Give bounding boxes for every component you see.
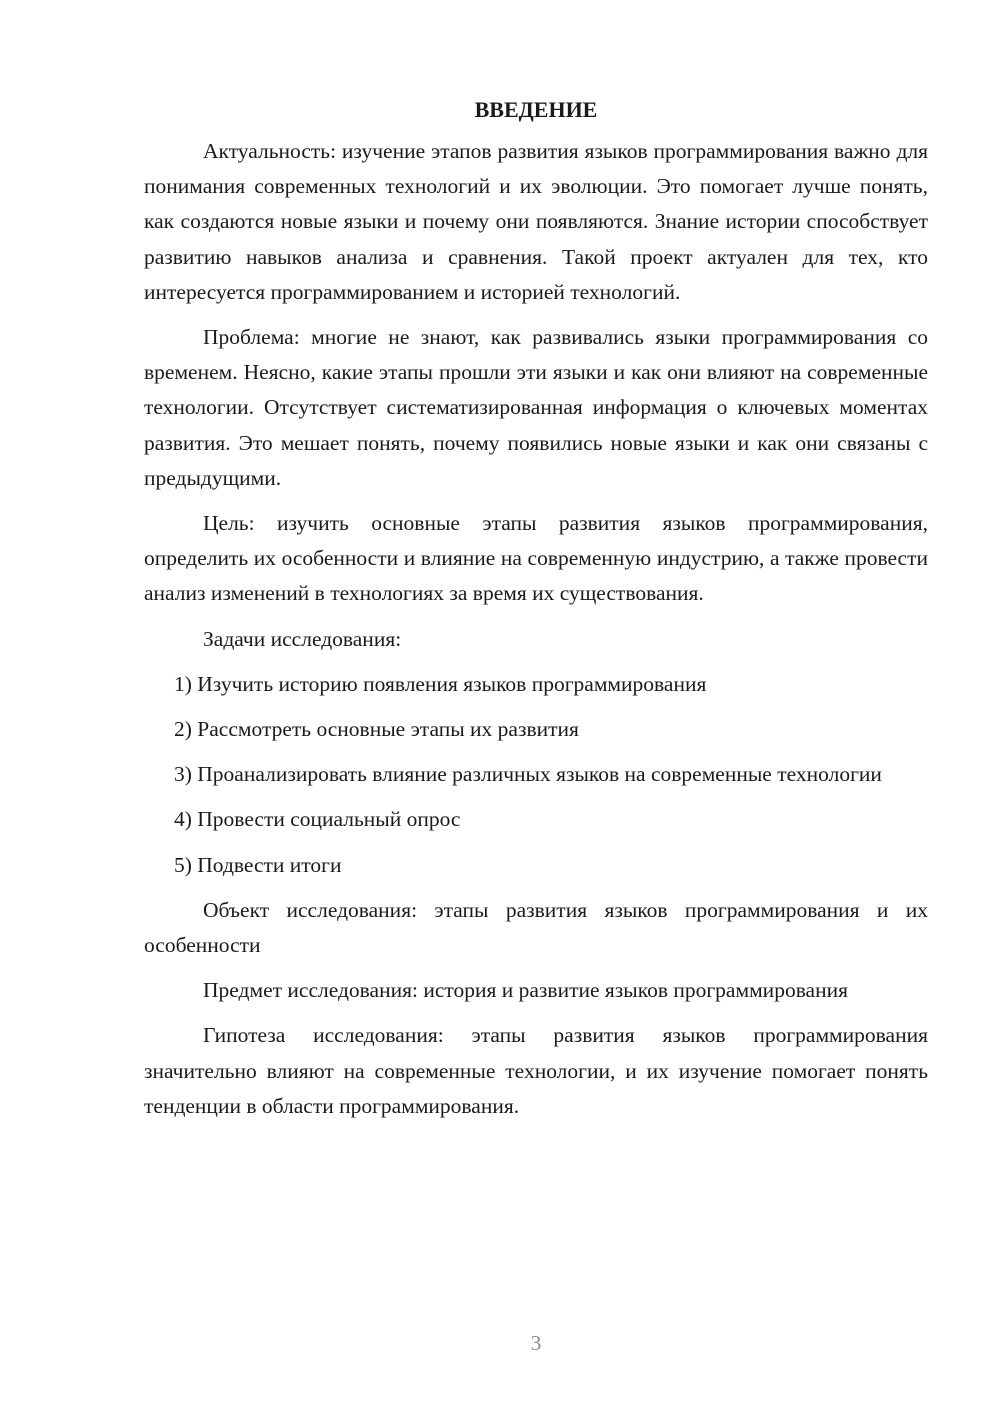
object-paragraph: Объект исследования: этапы развития языков программирования и их особенности — [144, 897, 928, 958]
hypothesis-paragraph: Гипотеза исследования: этапы развития языков программирования значительно влияют на современные технологии, и их изучение помогает понять тенденции в области программирования. — [144, 1023, 928, 1118]
goal-paragraph: Цель: изучить основные этапы развития языков программирования, определить их особенности и влияние на современную индустрию, а также провести анализ изменений в технологиях за время их существования. — [144, 511, 928, 606]
task-item: 1) Изучить историю появления языков программирования — [174, 671, 707, 696]
tasks-heading: Задачи исследования: — [203, 626, 402, 651]
problem-paragraph: Проблема: многие не знают, как развивались языки программирования со временем. Неясно, какие этапы прошли эти языки и как они влияют на современные технологии. Отсутствует систематизированная информация о ключевых моментах развития. Это мешает понять, почему появились новые языки и как они связаны с предыдущими. — [144, 325, 928, 490]
page-number: 3 — [530, 1331, 542, 1355]
task-item: 2) Рассмотреть основные этапы их развития — [174, 717, 579, 742]
task-item: 3) Проанализировать влияние различных языков на современные технологии — [174, 762, 882, 787]
subject-paragraph: Предмет исследования: история и развитие языков программирования — [203, 978, 848, 1003]
page-title: ВВЕДЕНИЕ — [474, 97, 598, 122]
task-item: 5) Подвести итоги — [174, 852, 342, 877]
document-page — [144, 92, 928, 1134]
relevance-paragraph: Актуальность: изучение этапов развития языков программирования важно для понимания современных технологий и их эволюции. Это помогает лучше понять, как создаются новые языки и почему они появляются. Знание истории способствует развитию навыков анализа и сравнения. Такой проект актуален для тех, кто интересуется программированием и историей технологий. — [144, 139, 928, 304]
task-item: 4) Провести социальный опрос — [174, 807, 461, 832]
tasks-list — [144, 667, 928, 883]
